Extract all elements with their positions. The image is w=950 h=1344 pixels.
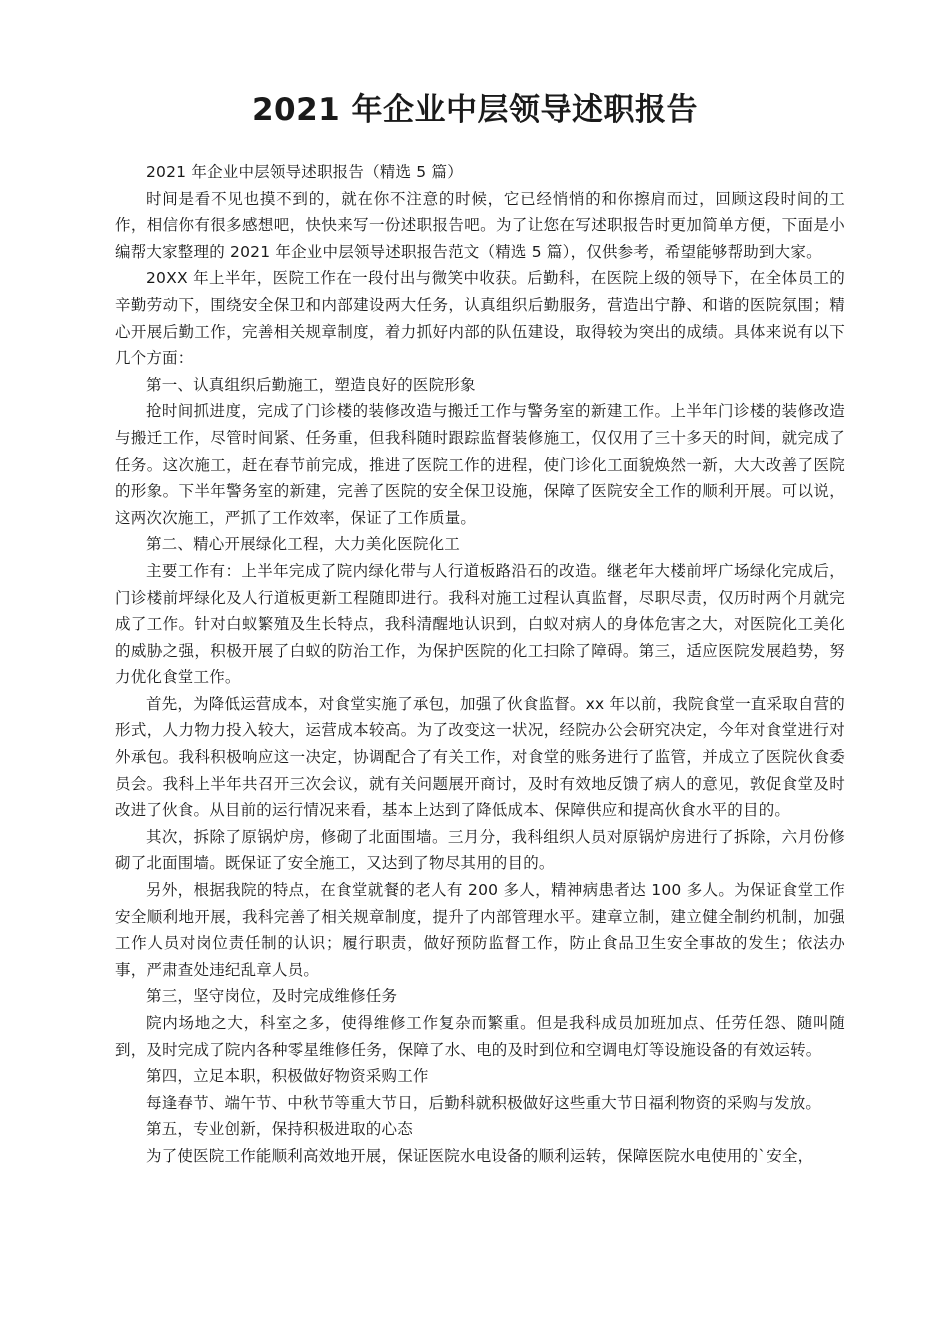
body-paragraph: 主要工作有：上半年完成了院内绿化带与人行道板路沿石的改造。继老年大楼前坪广场绿化完成后，门诊楼前坪绿化及人行道板更新工程随即进行。我科对施工过程认真监督，尽职尽责，仅历时两个月就完成了工作。针对白蚁繁殖及生长特点，我科清醒地认识到，白蚁对病人的身体危害之大，对医院化工美化的威胁之强，积极开展了白蚁的防治工作，为保护医院的化工扫除了障碍。第三，适应医院发展趋势，努力优化食堂工作。	[115, 561, 845, 687]
overview-paragraph: 20XX 年上半年，医院工作在一段付出与微笑中收获。后勤科，在医院上级的领导下，在全体员工的辛勤劳动下，围绕安全保卫和内部建设两大任务，认真组织后勤服务，营造出宁静、和谐的医院氛围；精心开展后勤工作，完善相关规章制度，着力抓好内部的队伍建设，取得较为突出的成绩。具体来说有以下几个方面：	[115, 269, 845, 368]
section-heading-5: 第五，专业创新，保持积极进取的心态	[146, 1120, 413, 1139]
document-title: 2021 年企业中层领导述职报告	[251, 92, 699, 128]
section-heading-2: 第二、精心开展绿化工程，大力美化医院化工	[146, 535, 461, 554]
body-paragraph: 其次，拆除了原锅炉房，修砌了北面围墙。三月分，我科组织人员对原锅炉房进行了拆除，六月份修砌了北面围墙。既保证了安全施工，又达到了物尽其用的目的。	[115, 827, 845, 873]
section-heading-4: 第四，立足本职，积极做好物资采购工作	[146, 1067, 429, 1086]
section-heading-3: 第三，坚守岗位，及时完成维修任务	[146, 987, 398, 1006]
body-paragraph: 另外，根据我院的特点，在食堂就餐的老人有 200 多人，精神病患者达 100 多人。为保证食堂工作安全顺利地开展，我科完善了相关规章制度，提升了内部管理水平。建章立制，建立健全制约机制，加强工作人员对岗位责任制的认识；履行职责，做好预防监督工作，防止食品卫生安全事故的发生；依法办事，严肃查处违纪乱章人员。	[115, 881, 845, 979]
body-paragraph: 院内场地之大，科室之多，使得维修工作复杂而繁重。但是我科成员加班加点、任劳任怨、随叫随到，及时完成了院内各种零星维修任务，保障了水、电的及时到位和空调电灯等设施设备的有效运转。	[115, 1014, 845, 1059]
section-heading-1: 第一、认真组织后勤施工，塑造良好的医院形象	[146, 375, 476, 394]
document-body	[115, 159, 845, 1170]
body-paragraph: 抢时间抓进度，完成了门诊楼的装修改造与搬迁工作与警务室的新建工作。上半年门诊楼的装修改造与搬迁工作，尽管时间紧、任务重，但我科随时跟踪监督装修施工，仅仅用了三十多天的时间，就完成了任务。这次施工，赶在春节前完成，推进了医院工作的进程，使门诊化工面貌焕然一新，大大改善了医院的形象。下半年警务室的新建，完善了医院的安全保卫设施，保障了医院安全工作的顺利开展。可以说，这两次次施工，严抓了工作效率，保证了工作质量。	[115, 402, 845, 527]
body-paragraph: 为了使医院工作能顺利高效地开展，保证医院水电设备的顺利运转，保障医院水电使用的`安全，	[146, 1146, 814, 1165]
intro-paragraph: 时间是看不见也摸不到的，就在你不注意的时候，它已经悄悄的和你擦肩而过，回顾这段时间的工作，相信你有很多感想吧，快快来写一份述职报告吧。为了让您在写述职报告时更加简单方便，下面是小编帮大家整理的 2021 年企业中层领导述职报告范文（精选 5 篇），仅供参考，希望能够帮助到大家。	[115, 189, 845, 261]
subtitle-paragraph: 2021 年企业中层领导述职报告（精选 5 篇）	[146, 163, 463, 181]
body-paragraph: 首先，为降低运营成本，对食堂实施了承包，加强了伙食监督。xx 年以前，我院食堂一直采取自营的形式，人力物力投入较大，运营成本较高。为了改变这一状况，经院办公会研究决定，今年对食堂进行对外承包。我科积极响应这一决定，协调配合了有关工作，对食堂的账务进行了监管，并成立了医院伙食委员会。我科上半年共召开三次会议，就有关问题展开商讨，及时有效地反馈了病人的意见，敦促食堂及时改进了伙食。从目前的运行情况来看，基本上达到了降低成本、保障供应和提高伙食水平的目的。	[115, 694, 845, 820]
body-paragraph: 每逢春节、端午节、中秋节等重大节日，后勤科就积极做好这些重大节日福利物资的采购与发放。	[146, 1093, 822, 1112]
